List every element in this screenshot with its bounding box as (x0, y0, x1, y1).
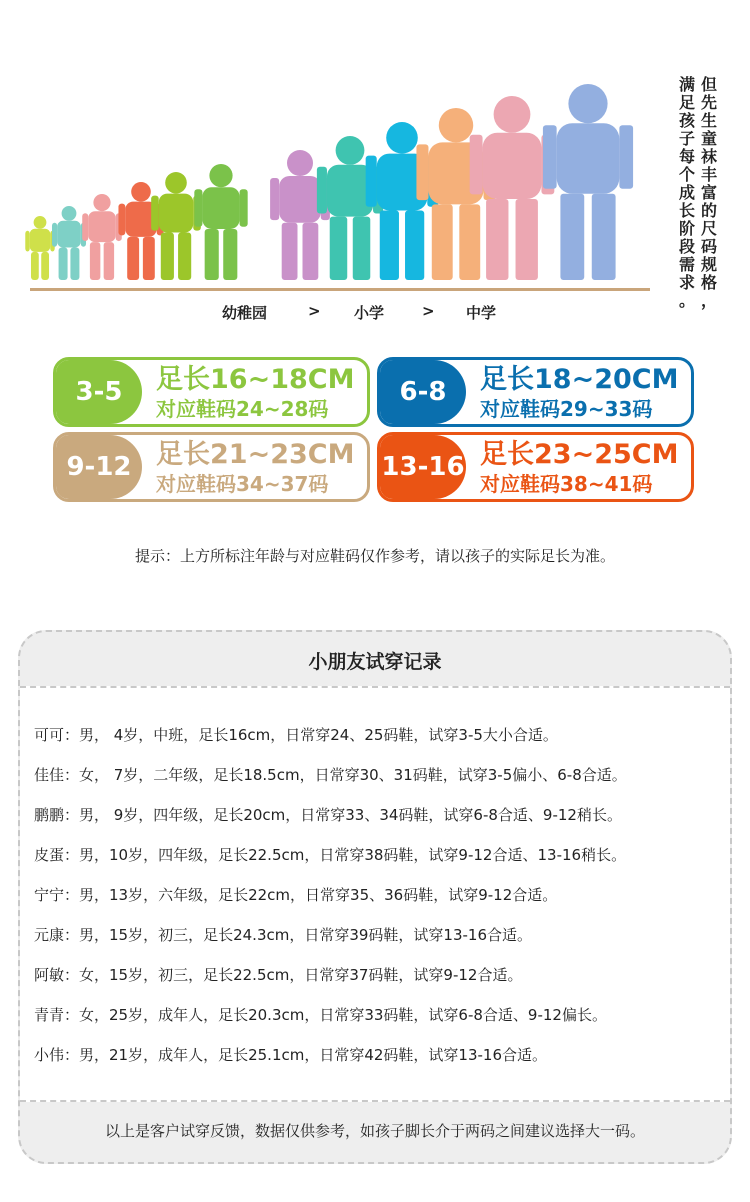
size-card-9-12 (53, 432, 370, 502)
child-silhouette (82, 194, 122, 280)
child-silhouette (543, 84, 633, 280)
size-card-13-16 (377, 432, 694, 502)
tagline-column-1: 但 先 生 童 袜 丰 富 的 尺 码 规 格 ， (700, 75, 717, 310)
record-row: 皮蛋：男，10岁，四年级，足长22.5cm，日常穿38码鞋，试穿9-12合适、13-16稍长。 (34, 846, 627, 864)
stage-arrow: > (308, 302, 321, 320)
shoe-size: 对应鞋码38~41码 (480, 472, 653, 496)
shoe-size: 对应鞋码29~33码 (480, 397, 653, 421)
foot-length: 足长23~25CM (480, 439, 679, 470)
age-range-badge: 3-5 (56, 360, 142, 424)
child-silhouette (194, 164, 247, 280)
foot-length: 足长18~20CM (480, 364, 679, 395)
age-range-badge: 13-16 (380, 435, 466, 499)
record-list (20, 686, 730, 1102)
stage-arrow: > (422, 302, 435, 320)
record-row: 可可：男， 4岁，中班，足长16cm，日常穿24、25码鞋，试穿3-5大小合适。 (34, 726, 558, 744)
growth-hero (0, 0, 750, 330)
record-row: 元康：男，15岁，初三，足长24.3cm，日常穿39码鞋，试穿13-16合适。 (34, 926, 533, 944)
stage-middle: 中学 (466, 304, 497, 322)
record-row: 青青：女，25岁，成年人，足长20.3cm，日常穿33码鞋，试穿6-8合适、9-12偏长。 (34, 1006, 607, 1024)
child-silhouette (470, 96, 555, 280)
foot-length: 足长21~23CM (156, 439, 355, 470)
tagline-column-2: 满 足 孩 子 每 个 成 长 阶 段 需 求 。 (678, 75, 695, 310)
ground-line (30, 288, 650, 291)
size-card-6-8 (377, 357, 694, 427)
child-silhouette (25, 216, 54, 280)
record-footer-note: 以上是客户试穿反馈，数据仅供参考，如孩子脚长介于两码之间建议选择大一码。 (104, 1122, 645, 1140)
record-row: 鹏鹏：男， 9岁，四年级，足长20cm，日常穿33、34码鞋，试穿6-8合适、9-12稍长。 (34, 806, 622, 824)
fitting-record-panel (18, 630, 732, 1164)
record-title: 小朋友试穿记录 (308, 650, 442, 673)
school-stages (0, 302, 750, 324)
record-row: 佳佳：女， 7岁，二年级，足长18.5cm，日常穿30、31码鞋，试穿3-5偏小、6-8合适。 (34, 766, 627, 784)
shoe-size: 对应鞋码24~28码 (156, 397, 329, 421)
foot-length: 足长16~18CM (156, 364, 355, 395)
stage-primary: 小学 (354, 304, 385, 322)
age-range-badge: 6-8 (380, 360, 466, 424)
size-tip: 提示：上方所标注年龄与对应鞋码仅作参考，请以孩子的实际足长为准。 (134, 547, 615, 565)
record-row: 小伟：男，21岁，成年人，足长25.1cm，日常穿42码鞋，试穿13-16合适。 (34, 1046, 548, 1064)
size-card-3-5 (53, 357, 370, 427)
child-silhouette (52, 206, 86, 280)
record-row: 阿敏：女，15岁，初三，足长22.5cm，日常穿37码鞋，试穿9-12合适。 (34, 966, 523, 984)
shoe-size: 对应鞋码34~37码 (156, 472, 329, 496)
stage-kindergarten: 幼稚园 (222, 304, 268, 322)
record-row: 宁宁：男，13岁，六年级，足长22cm，日常穿35、36码鞋，试穿9-12合适。 (34, 886, 558, 904)
children-silhouettes-illustration (0, 0, 670, 300)
age-range-badge: 9-12 (56, 435, 142, 499)
child-silhouette (151, 172, 201, 280)
child-silhouette (416, 108, 495, 280)
